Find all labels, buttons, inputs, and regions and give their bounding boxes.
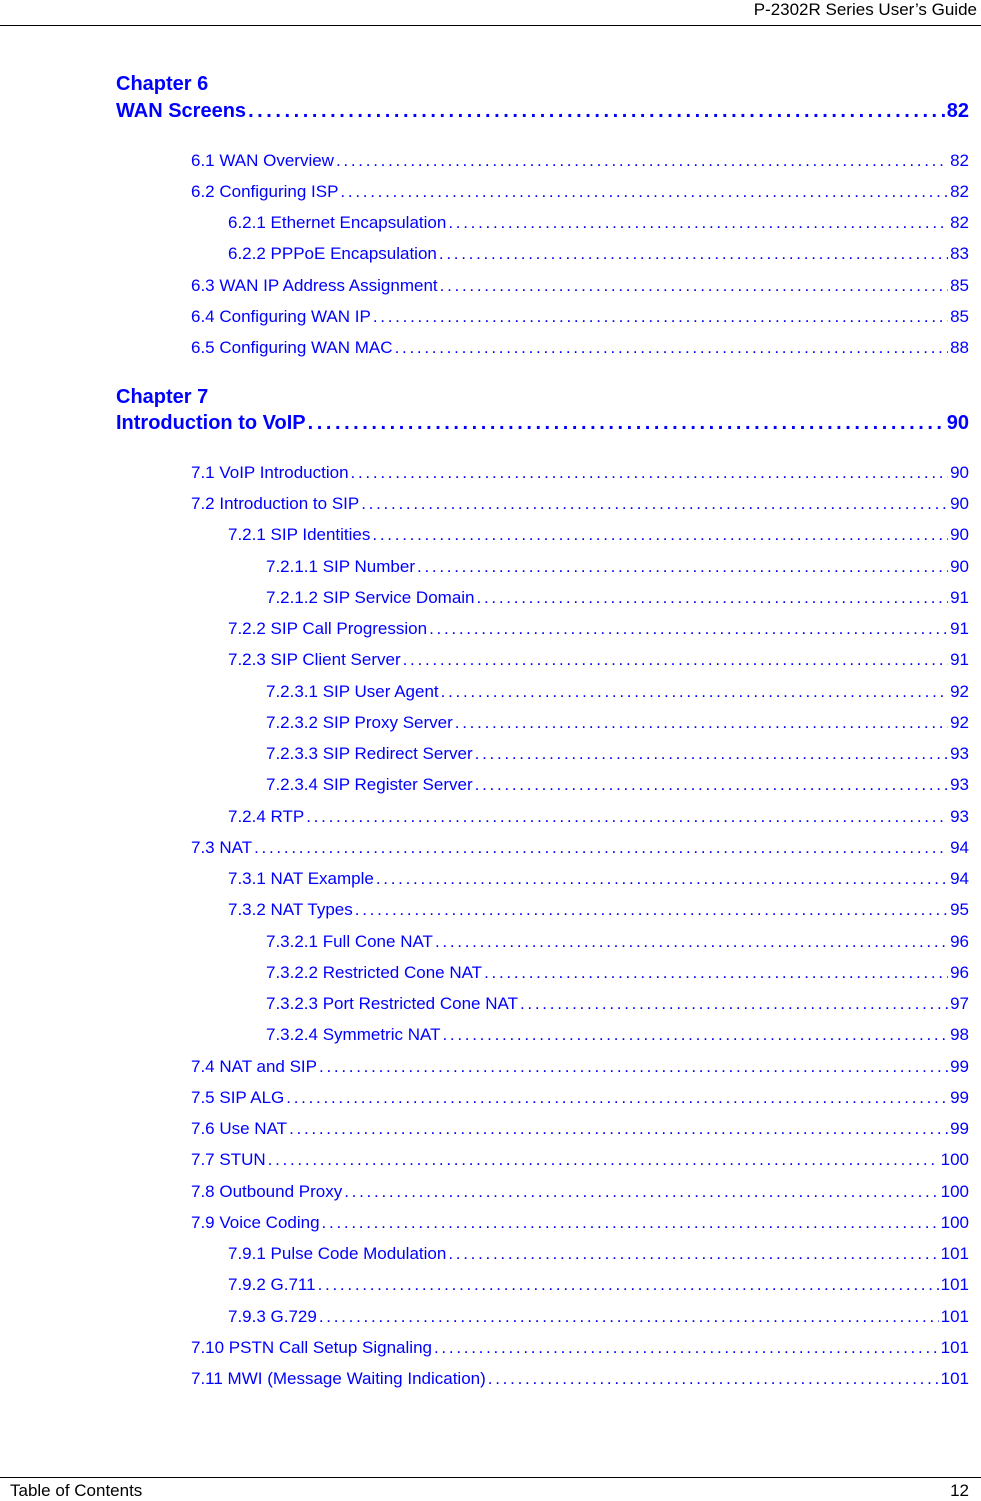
dot-leader (344, 1182, 938, 1202)
page-number: 94 (950, 838, 969, 857)
chapter-6-label[interactable]: Chapter 6 (116, 73, 209, 95)
toc-entry-7-3-2[interactable] (228, 900, 969, 920)
page-number: 92 (950, 682, 969, 701)
toc-entry-7-3-2-3[interactable] (266, 994, 969, 1014)
toc-entry-text: 7.2.1.1 SIP Number (266, 557, 415, 576)
toc-entry-7-1[interactable] (191, 463, 969, 483)
toc-entry-7-3-1[interactable] (228, 869, 969, 889)
dot-leader (286, 1088, 948, 1108)
page-number: 101 (940, 1275, 969, 1294)
toc-entry-7-2-3[interactable] (228, 650, 969, 670)
toc-entry-6-2[interactable] (191, 182, 969, 202)
page-number: 101 (940, 1307, 969, 1326)
page-number: 94 (950, 869, 969, 888)
page-number: 98 (950, 1025, 969, 1044)
toc-entry-6-1[interactable] (191, 151, 969, 171)
toc-entry-7-2-4[interactable] (228, 807, 969, 827)
toc-entry-text: 6.5 Configuring WAN MAC (191, 338, 393, 357)
chapter-7-link[interactable] (116, 411, 969, 435)
toc-entry-7-3[interactable] (191, 838, 969, 858)
dot-leader (355, 900, 948, 920)
toc-entry-text: 7.1 VoIP Introduction (191, 463, 349, 482)
toc-entry-7-8[interactable] (191, 1182, 969, 1202)
toc-entry-7-7[interactable] (191, 1150, 969, 1170)
chapter-title: WAN Screens (116, 100, 247, 122)
footer-divider (0, 1477, 981, 1478)
page-number: 88 (950, 338, 969, 357)
toc-entry-text: 7.3.2.1 Full Cone NAT (266, 932, 433, 951)
header-divider (0, 25, 981, 26)
page-number: 93 (950, 807, 969, 826)
page-number: 90 (950, 494, 969, 513)
toc-entry-text: 7.9 Voice Coding (191, 1213, 320, 1232)
toc-entry-7-2-3-4[interactable] (266, 775, 969, 795)
chapter-title: Introduction to VoIP (116, 412, 306, 434)
toc-entry-7-9-2[interactable] (228, 1275, 969, 1295)
toc-entry-7-3-2-1[interactable] (266, 932, 969, 952)
toc-entry-6-2-1[interactable] (228, 213, 969, 233)
page-number: 99 (950, 1088, 969, 1107)
dot-leader (373, 307, 948, 327)
toc-entry-text: 7.4 NAT and SIP (191, 1057, 317, 1076)
dot-leader (319, 1057, 948, 1077)
toc-entry-text: 7.2.3.2 SIP Proxy Server (266, 713, 453, 732)
footer-page-number: 12 (950, 1481, 969, 1500)
dot-leader (417, 557, 948, 577)
dot-leader (439, 244, 948, 264)
toc-entry-text: 7.2.2 SIP Call Progression (228, 619, 428, 638)
toc-entry-text: 7.9.2 G.711 (228, 1275, 316, 1294)
dot-leader (268, 1150, 939, 1170)
toc-entry-7-2-2[interactable] (228, 619, 969, 639)
toc-entry-7-2-1[interactable] (228, 525, 969, 545)
toc-entry-7-2-1-1[interactable] (266, 557, 969, 577)
toc-entry-text: 7.11 MWI (Message Waiting Indication) (191, 1369, 486, 1388)
page-number: 90 (950, 525, 969, 544)
dot-leader (448, 1244, 938, 1264)
dot-leader (306, 807, 948, 827)
toc-entry-text: 6.2.2 PPPoE Encapsulation (228, 244, 437, 263)
page-number: 99 (950, 1119, 969, 1138)
dot-leader (475, 775, 948, 795)
page-number: 100 (940, 1182, 969, 1201)
toc-entry-7-3-2-4[interactable] (266, 1025, 969, 1045)
toc-entry-text: 7.2.1 SIP Identities (228, 525, 371, 544)
toc-entry-text: 6.1 WAN Overview (191, 151, 334, 170)
dot-leader (442, 1025, 948, 1045)
page-number: 91 (950, 619, 969, 638)
dot-leader (351, 463, 949, 483)
page-number: 93 (950, 744, 969, 763)
page-number: 91 (950, 588, 969, 607)
chapter-7-label[interactable]: Chapter 7 (116, 386, 209, 408)
toc-entry-7-3-2-2[interactable] (266, 963, 969, 983)
dot-leader (475, 744, 948, 764)
dot-leader (376, 869, 948, 889)
toc-entry-text: 7.2.4 RTP (228, 807, 305, 826)
toc-entry-text: 7.3.2.3 Port Restricted Cone NAT (266, 994, 518, 1013)
toc-entry-7-4[interactable] (191, 1057, 969, 1077)
page-number: 101 (940, 1369, 969, 1388)
toc-entry-text: 7.8 Outbound Proxy (191, 1182, 343, 1201)
page-number: 99 (950, 1057, 969, 1076)
document-header-title: P-2302R Series User’s Guide (753, 0, 977, 19)
toc-entry-text: 7.9.3 G.729 (228, 1307, 317, 1326)
toc-entry-7-2-3-3[interactable] (266, 744, 969, 764)
toc-entry-text: 7.2.3.4 SIP Register Server (266, 775, 473, 794)
toc-entry-7-9-3[interactable] (228, 1307, 969, 1327)
dot-leader (361, 494, 948, 514)
toc-entry-text: 7.3.2.2 Restricted Cone NAT (266, 963, 483, 982)
page-number: 97 (950, 994, 969, 1013)
toc-entry-7-9-1[interactable] (228, 1244, 969, 1264)
page-number: 83 (950, 244, 969, 263)
dot-leader (429, 619, 948, 639)
dot-leader (289, 1119, 948, 1139)
page-number: 85 (950, 307, 969, 326)
toc-entry-text: 7.2.3 SIP Client Server (228, 650, 401, 669)
dot-leader (477, 588, 949, 608)
dot-leader (440, 276, 948, 296)
toc-entry-text: 6.4 Configuring WAN IP (191, 307, 371, 326)
page-number: 100 (940, 1150, 969, 1169)
toc-entry-6-5[interactable] (191, 338, 969, 358)
toc-entry-7-2-3-2[interactable] (266, 713, 969, 733)
page-number: 90 (946, 412, 969, 434)
page-number: 101 (940, 1244, 969, 1263)
toc-entry-7-6[interactable] (191, 1119, 969, 1139)
toc-entry-6-3[interactable] (191, 276, 969, 296)
dot-leader (448, 213, 948, 233)
toc-entry-text: 7.6 Use NAT (191, 1119, 288, 1138)
dot-leader (395, 338, 949, 358)
toc-entry-text: 7.7 STUN (191, 1150, 266, 1169)
toc-entry-7-11[interactable] (191, 1369, 969, 1389)
page-number: 85 (950, 276, 969, 295)
toc-entry-text: 7.3.2 NAT Types (228, 900, 353, 919)
page-number: 92 (950, 713, 969, 732)
toc-entry-text: 7.9.1 Pulse Code Modulation (228, 1244, 447, 1263)
page-number: 82 (946, 100, 969, 122)
dot-leader (372, 525, 948, 545)
page-number: 96 (950, 932, 969, 951)
toc-entry-text: 7.5 SIP ALG (191, 1088, 285, 1107)
toc-entry-text: 6.2.1 Ethernet Encapsulation (228, 213, 447, 232)
toc-entry-6-2-2[interactable] (228, 244, 969, 264)
toc-entry-7-2-3-1[interactable] (266, 682, 969, 702)
dot-leader (484, 963, 948, 983)
toc-entry-text: 7.2 Introduction to SIP (191, 494, 360, 513)
toc-entry-7-2-1-2[interactable] (266, 588, 969, 608)
dot-leader (434, 1338, 939, 1358)
page-number: 95 (950, 900, 969, 919)
toc-entry-7-5[interactable] (191, 1088, 969, 1108)
dot-leader (488, 1369, 939, 1389)
dot-leader (308, 411, 945, 435)
dot-leader (318, 1275, 939, 1295)
dot-leader (336, 151, 948, 171)
dot-leader (254, 838, 948, 858)
toc-entry-text: 7.10 PSTN Call Setup Signaling (191, 1338, 432, 1357)
page-number: 90 (950, 463, 969, 482)
page-number: 91 (950, 650, 969, 669)
toc-entry-7-2[interactable] (191, 494, 969, 514)
toc-entry-7-10[interactable] (191, 1338, 969, 1358)
page-number: 90 (950, 557, 969, 576)
page-number: 100 (940, 1213, 969, 1232)
page-number: 82 (950, 182, 969, 201)
dot-leader (520, 994, 948, 1014)
dot-leader (403, 650, 948, 670)
toc-entry-text: 7.3 NAT (191, 838, 253, 857)
dot-leader (340, 182, 948, 202)
toc-entry-text: 7.2.3.1 SIP User Agent (266, 682, 439, 701)
toc-entry-6-4[interactable] (191, 307, 969, 327)
toc-entry-7-9[interactable] (191, 1213, 969, 1233)
page-number: 93 (950, 775, 969, 794)
footer-section-title: Table of Contents (10, 1481, 143, 1500)
page-number: 96 (950, 963, 969, 982)
page-number: 101 (940, 1338, 969, 1357)
dot-leader (455, 713, 948, 733)
dot-leader (322, 1213, 939, 1233)
toc-entry-text: 7.3.2.4 Symmetric NAT (266, 1025, 441, 1044)
toc-entry-text: 7.2.3.3 SIP Redirect Server (266, 744, 473, 763)
dot-leader (441, 682, 948, 702)
chapter-6-link[interactable] (116, 99, 969, 123)
dot-leader (248, 99, 945, 123)
dot-leader (319, 1307, 939, 1327)
toc-entry-text: 6.3 WAN IP Address Assignment (191, 276, 438, 295)
toc-entry-text: 6.2 Configuring ISP (191, 182, 339, 201)
toc-entry-text: 7.3.1 NAT Example (228, 869, 374, 888)
dot-leader (435, 932, 948, 952)
page-number: 82 (950, 213, 969, 232)
page-number: 82 (950, 151, 969, 170)
toc-entry-text: 7.2.1.2 SIP Service Domain (266, 588, 475, 607)
